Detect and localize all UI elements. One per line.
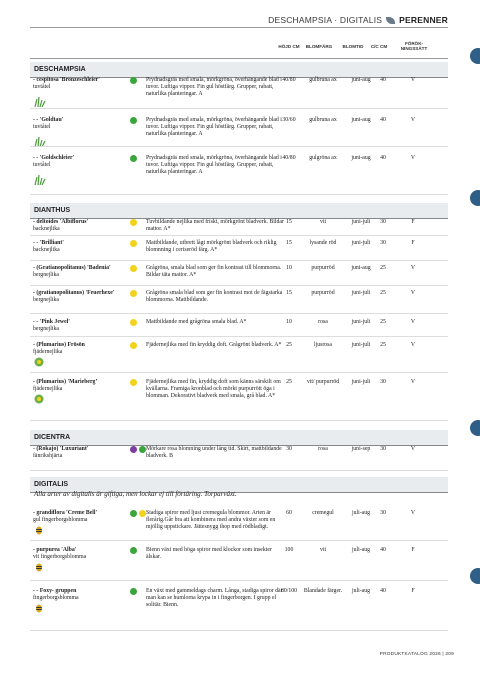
plant-name xyxy=(33,379,125,393)
tab-marker xyxy=(470,48,480,64)
description: Mattbildande med grågröna smala blad. A* xyxy=(146,319,247,325)
spacing: 30 xyxy=(380,446,386,452)
bee-icon xyxy=(34,562,45,572)
green-dot-icon xyxy=(130,510,137,517)
property-dots xyxy=(130,290,137,297)
tab-marker xyxy=(470,420,480,436)
bloom-time: juni-aug xyxy=(351,77,371,83)
cultivar: - - 'Goldschleier' xyxy=(33,155,75,161)
row-divider xyxy=(30,313,448,314)
height: 15 xyxy=(286,219,292,225)
cultivar: - grandiflora 'Creme Bell' xyxy=(33,510,98,516)
cultivar: - (Plumarius) 'Mariebergʼ xyxy=(33,379,98,385)
propagation: V xyxy=(410,319,416,325)
bloom-time: juni-juli xyxy=(351,319,371,325)
propagation: V xyxy=(410,342,416,348)
spacing: 40 xyxy=(380,155,386,161)
property-dots xyxy=(130,379,137,386)
green-dot-icon xyxy=(130,155,137,162)
spacing: 25 xyxy=(380,290,386,296)
green-dot-icon xyxy=(130,588,137,595)
height: 100 xyxy=(284,547,294,553)
yellow-dot-icon xyxy=(130,240,137,247)
column-header: BLOMTID xyxy=(342,44,364,49)
common-name: fingerborgsblomma xyxy=(33,595,79,602)
propagation: V xyxy=(410,446,416,452)
tab-marker xyxy=(470,190,480,206)
bloom-time: juni-juli xyxy=(351,240,371,246)
propagation: V xyxy=(410,510,416,516)
height: 80/100 xyxy=(280,588,298,594)
cultivar: - - 'Brilliant' xyxy=(33,240,64,246)
spacing: 40 xyxy=(380,588,386,594)
height: 25 xyxy=(286,342,292,348)
property-dots xyxy=(130,446,146,453)
section-title: DICENTRA xyxy=(30,430,448,446)
plant-name xyxy=(33,319,125,333)
row-divider xyxy=(30,108,448,109)
common-name: tuvtåtel xyxy=(33,124,51,131)
cultivar: - (gratianopolitanus) 'Feuerhexe' xyxy=(33,290,115,296)
common-name: fänrikshjärta xyxy=(33,453,63,460)
flower-color: vit xyxy=(319,547,327,553)
column-header: HÖJD CM xyxy=(278,44,300,49)
bloom-time: juni-aug xyxy=(351,265,371,271)
page-header xyxy=(268,15,448,25)
green-dot-icon xyxy=(130,77,137,84)
spacing: 30 xyxy=(380,379,386,385)
plant-name xyxy=(33,117,125,131)
yellow-dot-icon xyxy=(130,219,137,226)
description: Tuvbildande nejlika med friskt, mörkgrönt bladverk. Bildar mattor. A* xyxy=(146,219,284,233)
property-dots xyxy=(130,588,137,595)
description: Mörkare rosa blomning under lång tid. Skirt, mattbildande bladverk. B xyxy=(146,446,282,460)
row-divider xyxy=(30,580,448,581)
header-rule xyxy=(30,27,448,28)
tab-marker xyxy=(470,568,480,584)
row-divider xyxy=(30,630,448,631)
height: 30/60 xyxy=(282,117,296,123)
common-name: bergnejlika xyxy=(33,297,59,304)
description: Fjädernejlika med fin, kryddig doft som känns särskilt om kvällarna. Framiga kronblad och mörkt purpurrött öga i blomman. Dekorativt bladverk med smala, grå blad. A* xyxy=(146,379,281,400)
height: 30 xyxy=(286,446,292,452)
plant-name xyxy=(33,240,125,254)
header-section: PERENNER xyxy=(399,15,448,25)
yellow-dot-icon xyxy=(130,379,137,386)
plant-name xyxy=(33,77,125,91)
row-divider xyxy=(30,260,448,261)
section-header xyxy=(30,62,448,78)
plant-name xyxy=(33,510,125,524)
green-dot-icon xyxy=(139,446,146,453)
flower-color: lysande röd xyxy=(309,240,337,246)
propagation: V xyxy=(410,379,416,385)
property-dots xyxy=(130,510,146,517)
bloom-time: juli-aug xyxy=(351,547,371,553)
plant-name xyxy=(33,155,125,169)
bloom-time: juni-juli xyxy=(351,290,371,296)
common-name: backnejlika xyxy=(33,247,60,254)
column-header: FÖRÖK-NINGSSÄTT xyxy=(400,41,428,51)
yellow-dot-icon xyxy=(130,342,137,349)
propagation: F xyxy=(411,547,415,553)
description: Grågröna smala blad som ger fin kontrast mot de fägstarka blommorna. Mattbildande. xyxy=(146,290,283,304)
plant-name xyxy=(33,342,125,356)
propagation: F xyxy=(411,219,415,225)
column-header: BLOMFÄRG xyxy=(305,44,333,49)
cultivar: - - 'Goldtau' xyxy=(33,117,64,123)
property-dots xyxy=(130,77,137,84)
height: 60 xyxy=(286,510,292,516)
section-header xyxy=(30,430,448,446)
flower-color: vit/ purpurröd xyxy=(306,379,340,385)
plant-name xyxy=(33,265,125,279)
header-category: DESCHAMPSIA · DIGITALIS xyxy=(268,15,383,25)
plant-name xyxy=(33,290,125,304)
height: 15 xyxy=(286,290,292,296)
purple-dot-icon xyxy=(130,446,137,453)
row-divider xyxy=(30,540,448,541)
column-header: C/C CM xyxy=(370,44,388,49)
cultivar: - - 'Pink Jewel' xyxy=(33,319,70,325)
height: 40/80 xyxy=(282,155,296,161)
plant-name xyxy=(33,588,125,602)
description: En växt med gammeldags charm. Långa, stadiga spiror där man kan se humlorna krypa in i fingerborgen. I grupp el solitär. Bienn. xyxy=(146,588,283,609)
spacing: 30 xyxy=(380,240,386,246)
propagation: V xyxy=(410,265,416,271)
row-divider xyxy=(30,146,448,147)
common-name: bergnejlika xyxy=(33,326,59,333)
cultivar: - (Gratianopolitanus) 'Badenia' xyxy=(33,265,111,271)
height: 25 xyxy=(286,379,292,385)
bloom-time: juni-juli xyxy=(351,342,371,348)
propagation: V xyxy=(410,290,416,296)
cultivar: - - Foxy- gruppen xyxy=(33,588,77,594)
row-divider xyxy=(30,420,448,421)
property-dots xyxy=(130,155,137,162)
yellow-dot-icon xyxy=(139,510,146,517)
description: Prydnadsgräs med smala, mörkgröna, överhängande blad i tuvor. Luftiga vippor. Fin gul höstfärg. Grupper, rabatt, naturlika planteringar. A xyxy=(146,77,282,98)
flower-color: gulbruna ax xyxy=(309,77,337,83)
common-name: tuvtåtel xyxy=(33,162,51,169)
flower-color: gulbruna ax xyxy=(309,117,337,123)
common-name: vit fingerborgsblomma xyxy=(33,554,87,561)
flower-color: rosa xyxy=(318,319,328,325)
cultivar: - purpurea 'Alba' xyxy=(33,547,77,553)
description: Fjädernejlika med fin kryddig doft. Grågrönt bladverk. A* xyxy=(146,342,282,348)
page-footer: PRODUKTKATALOG 2026 | 209 xyxy=(379,652,454,657)
height: 10 xyxy=(286,319,292,325)
row-divider xyxy=(30,336,448,337)
bloom-time: juni-juli xyxy=(351,379,371,385)
yellow-dot-icon xyxy=(130,290,137,297)
description: Prydnadsgräs med smala, mörkgröna, överhängande blad i tuvor. Luftiga vippor. Fin gul höstfärg. Grupper, rabatt, naturlika planteringar. A xyxy=(146,155,282,176)
section-title: DESCHAMPSIA xyxy=(30,62,448,78)
leaf-icon xyxy=(386,17,395,24)
description: Stadiga spiror med ljust cremegula blommor. Arten är flerårig.Går bra att kombinera med andra växter som en mjöllig uppstickare. Jättesnygg ihop med rödbladigt. xyxy=(146,510,276,531)
spacing: 25 xyxy=(380,342,386,348)
common-name: gul fingerborgsblomma xyxy=(33,517,88,524)
property-dots xyxy=(130,342,137,349)
plant-name xyxy=(33,219,125,233)
spacing: 25 xyxy=(380,265,386,271)
bloom-time: juli-aug xyxy=(351,588,371,594)
bloom-time: juni-aug xyxy=(351,155,371,161)
description: Prydnadsgräs med smala, mörkgröna, överhängande blad i tuvor. Luftiga vippor. Fin gul höstfärg. Grupper, rabatt, naturlika planteringar. A xyxy=(146,117,282,138)
spacing: 40 xyxy=(380,117,386,123)
yellow-dot-icon xyxy=(130,265,137,272)
common-name: fjädernejlika xyxy=(33,386,63,393)
yellow-dot-icon xyxy=(130,319,137,326)
cultivar: - cespitosa 'Bronzeschleier' xyxy=(33,77,100,83)
green-dot-icon xyxy=(130,117,137,124)
spacing: 40 xyxy=(380,547,386,553)
property-dots xyxy=(130,219,137,226)
property-dots xyxy=(130,117,137,124)
propagation: V xyxy=(410,117,416,123)
height: 15 xyxy=(286,240,292,246)
flower-icon xyxy=(34,357,45,367)
description: Mattbildande, utbrett lågt mörkgrönt bladverk och riklig blomnning i ceriseröd färg. A* xyxy=(146,240,277,254)
cultivar: - (Plumarius) Frösön xyxy=(33,342,85,348)
row-divider xyxy=(30,194,448,195)
section-note: Alla arter av digitalis är giftiga, men lockar ej till förtäring. Torparväxt. xyxy=(34,490,237,498)
property-dots xyxy=(130,547,137,554)
flower-color: purpurröd xyxy=(311,290,335,296)
green-dot-icon xyxy=(130,547,137,554)
row-divider xyxy=(30,470,448,471)
flower-color: Blandade färger. xyxy=(303,588,343,594)
height: 10 xyxy=(286,265,292,271)
bee-icon xyxy=(34,525,45,535)
common-name: bergnejlika xyxy=(33,272,59,279)
flower-color: vit xyxy=(319,219,327,225)
description: Bienn växt med höga spiror med klockor som insekter älskar. xyxy=(146,547,272,561)
flower-icon xyxy=(34,394,45,404)
flower-color: rosa xyxy=(318,446,328,452)
description: Grågröna, smala blad som ger fin kontrast till blommorna. Bildar täta mattor. A* xyxy=(146,265,282,279)
grass-icon xyxy=(34,97,45,107)
column-rule xyxy=(30,58,448,59)
property-dots xyxy=(130,265,137,272)
property-dots xyxy=(130,240,137,247)
spacing: 30 xyxy=(380,510,386,516)
spacing: 40 xyxy=(380,77,386,83)
flower-color: cremegul xyxy=(312,510,334,516)
common-name: backnejlika xyxy=(33,226,60,233)
flower-color: ljusrosa xyxy=(313,342,333,348)
cultivar: - deltoides 'Albiflorus' xyxy=(33,219,89,225)
common-name: tuvtåtel xyxy=(33,84,51,91)
spacing: 25 xyxy=(380,319,386,325)
plant-name xyxy=(33,446,125,460)
bloom-time: juni-aug xyxy=(351,117,371,123)
propagation: F xyxy=(411,240,415,246)
propagation: V xyxy=(410,77,416,83)
row-divider xyxy=(30,285,448,286)
cultivar: - (Rokajo) 'Luxuriant' xyxy=(33,446,89,452)
bloom-time: juni-sep xyxy=(351,446,371,452)
flower-color: gulgröna ax xyxy=(309,155,337,161)
section-title: DIANTHUS xyxy=(30,203,448,219)
property-dots xyxy=(130,319,137,326)
common-name: fjädernejlika xyxy=(33,349,63,356)
row-divider xyxy=(30,372,448,373)
propagation: V xyxy=(410,155,416,161)
row-divider xyxy=(30,235,448,236)
flower-color: purpurröd xyxy=(311,265,335,271)
height: 40/80 xyxy=(282,77,296,83)
plant-name xyxy=(33,547,125,561)
bloom-time: juli-aug xyxy=(351,510,371,516)
propagation: F xyxy=(411,588,415,594)
section-title: DIGITALIS xyxy=(30,477,448,493)
bee-icon xyxy=(34,603,45,613)
bloom-time: juni-juli xyxy=(351,219,371,225)
grass-icon xyxy=(34,175,45,185)
spacing: 30 xyxy=(380,219,386,225)
section-header xyxy=(30,203,448,219)
